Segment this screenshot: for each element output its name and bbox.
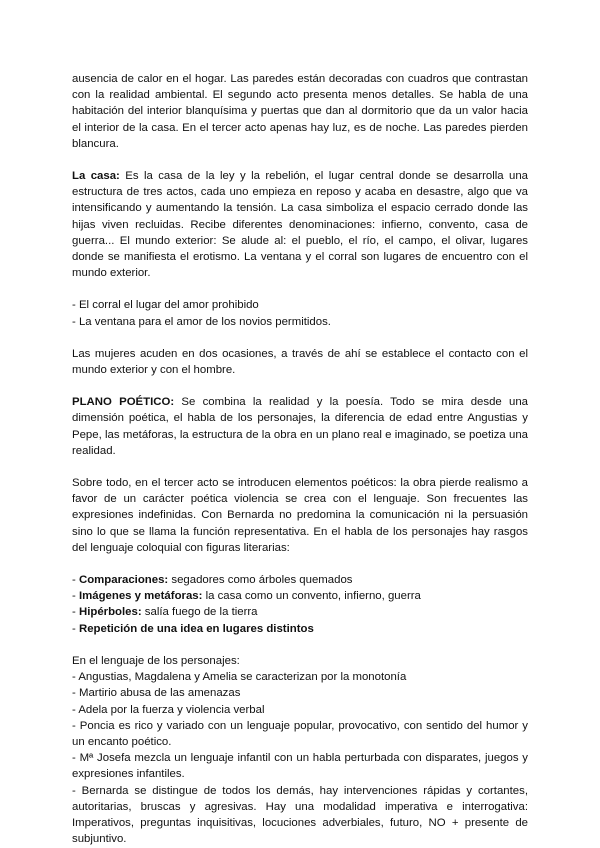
paragraph-women: Las mujeres acuden en dos ocasiones, a través de ahí se establece el contacto con el mundo exterior y con el hombre. xyxy=(72,347,528,377)
figures-list xyxy=(72,572,528,637)
list-item: - Hipérboles: salía fuego de la tierra xyxy=(72,606,258,619)
figure-text: segadores como árboles quemados xyxy=(168,574,353,587)
places-list xyxy=(72,297,528,329)
list-item: - Adela por la fuerza y violencia verbal xyxy=(72,703,265,716)
list-item: - Martirio abusa de las amenazas xyxy=(72,687,241,700)
list-item: - Angustias, Magdalena y Amelia se caracterizan por la monotonía xyxy=(72,671,407,684)
plano-poetico-text: Se combina la realidad y la poesía. Todo se mira desde una dimensión poética, el habla de los personajes, la diferencia de edad entre Angustias y Pepe, las metáforas, la estructura de la obra en un plano real e imaginado, se poetiza una realidad. xyxy=(72,396,529,457)
paragraph-la-casa xyxy=(72,168,528,281)
la-casa-text: Es la casa de la ley y la rebelión, el lugar central donde se desarrolla una estructura de tres actos, cada uno empieza en reposo y acaba en desastre, algo que va intensificando y aumentando la tensión. La casa simboliza el espacio cerrado donde las hijas viven recluidas. Recibe diferentes denominaciones: infierno, convento, casa de guerra... El mundo exterior: Se alude al: el pueblo, el río, el campo, el olivar, lugares donde se manifiesta el erotismo. La ventana y el corral son lugares de encuentro con el mundo exterior. xyxy=(72,170,528,280)
list-item: - Repetición de una idea en lugares distintos xyxy=(72,622,314,635)
characters-intro: En el lenguaje de los personajes: xyxy=(72,654,240,667)
list-item: - La ventana para el amor de los novios permitidos. xyxy=(72,315,331,328)
plano-poetico-label: PLANO POÉTICO: xyxy=(72,396,175,409)
figure-label: Comparaciones: xyxy=(78,574,169,587)
paragraph-tercer-acto: Sobre todo, en el tercer acto se introducen elementos poéticos: la obra pierde realismo a favor de un carácter poética violencia se crea con el lenguaje. Son frecuentes las expresiones indefinidas. Con Bernarda no predomina la comunicación ni la persuasión sino lo que se llama la función representativa. En el habla de los personajes hay rasgos del lenguaje coloquial con figuras literarias: xyxy=(72,477,528,554)
figure-label: Imágenes y metáforas: xyxy=(78,590,203,603)
characters-section xyxy=(72,653,528,847)
list-item: - Imágenes y metáforas: la casa como un convento, infierno, guerra xyxy=(72,590,421,603)
paragraph-plano-poetico xyxy=(72,394,528,459)
list-item: - El corral el lugar del amor prohibido xyxy=(72,299,259,312)
paragraph-house-description: ausencia de calor en el hogar. Las paredes están decoradas con cuadros que contrastan con la realidad ambiental. El segundo acto presenta menos detalles. Se habla de una habitación del interior blanquísima y puertas que dan al dormitorio que da un valor hacia el interior de la casa. En el tercer acto apenas hay luz, es de noche. Las paredes pierden blancura. xyxy=(72,73,528,150)
figure-label: Hipérboles: xyxy=(78,606,142,619)
la-casa-label: La casa: xyxy=(72,170,120,183)
list-item: - Comparaciones: segadores como árboles quemados xyxy=(72,574,353,587)
figure-text: salía fuego de la tierra xyxy=(141,606,258,619)
figure-label: Repetición de una idea en lugares distintos xyxy=(78,622,314,635)
figure-text: la casa como un convento, infierno, guerra xyxy=(202,590,421,603)
list-item: - Mª Josefa mezcla un lenguaje infantil con un habla perturbada con disparates, juegos y expresiones infantiles. xyxy=(72,752,528,781)
list-item: - Poncia es rico y variado con un lenguaje popular, provocativo, con sentido del humor y un encanto poético. xyxy=(72,719,528,748)
list-item: - Bernarda se distingue de todos los demás, hay intervenciones rápidas y cortantes, autoritarias, bruscas y agresivas. Hay una modalidad imperativa e interrogativa: Imperativos, preguntas inquisitivas, locuciones adverbiales, futuro, NO + presente de subjuntivo. xyxy=(72,784,528,846)
